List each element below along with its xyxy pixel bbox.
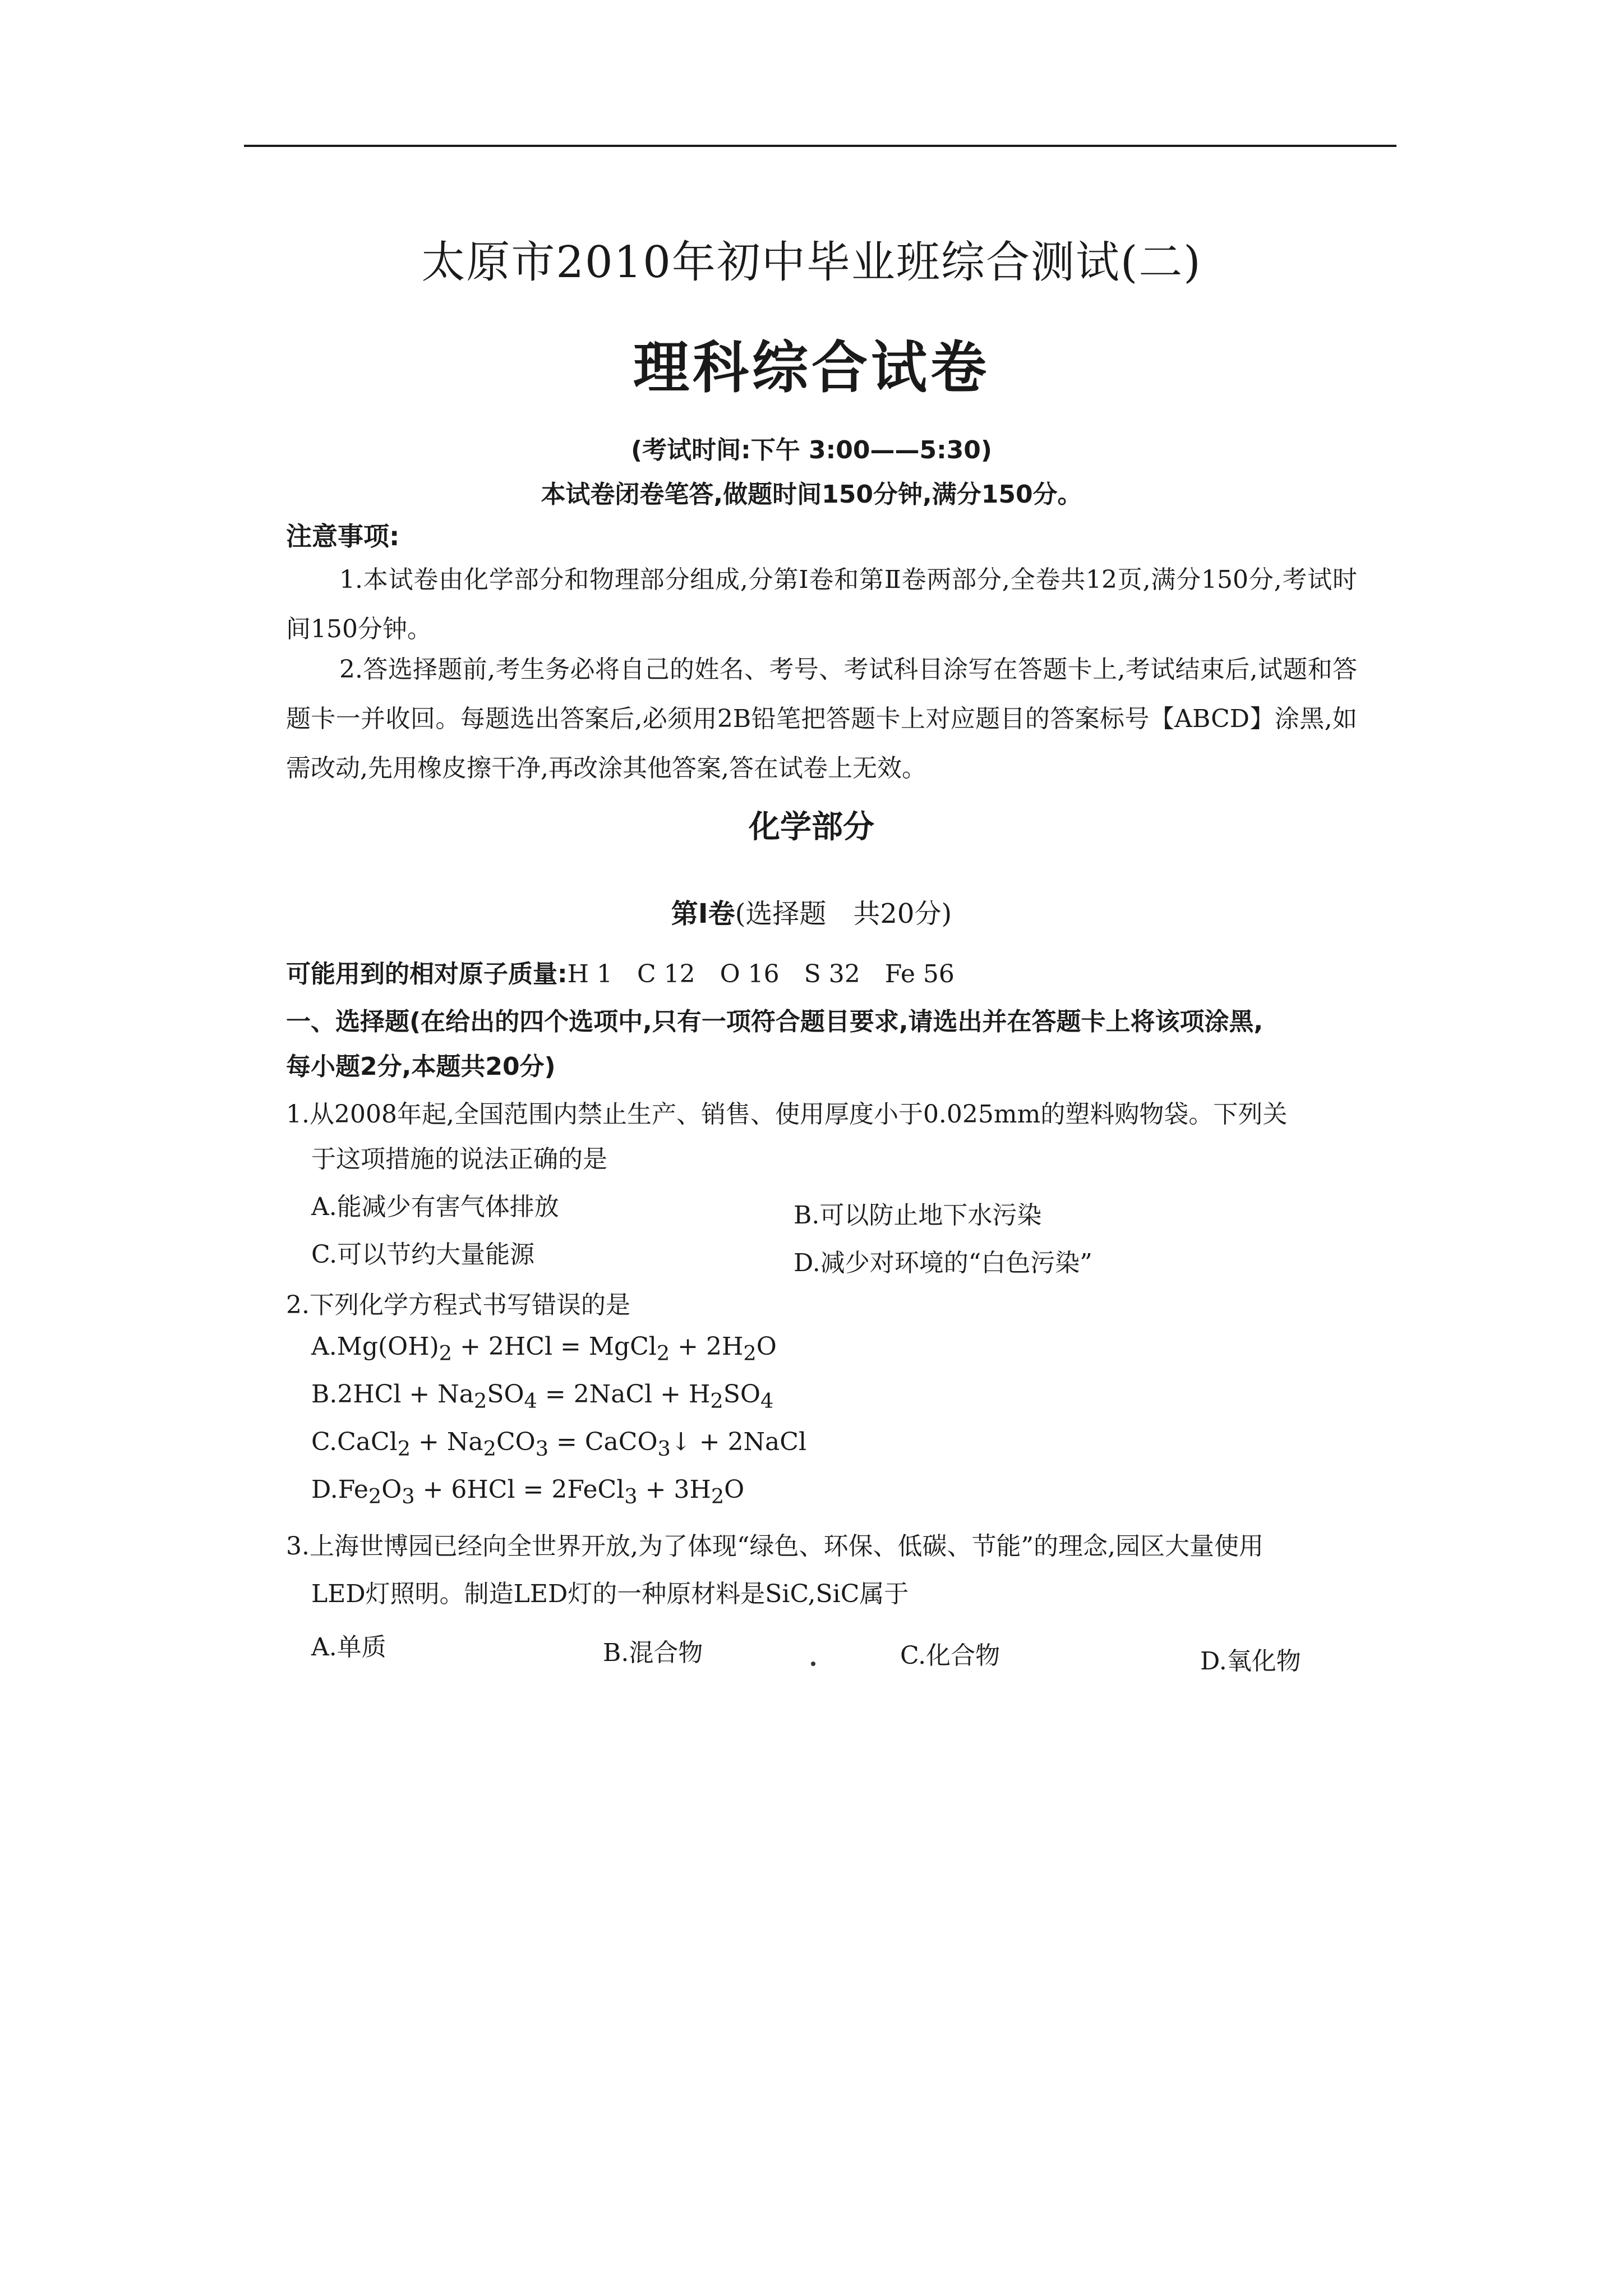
q2-option-c: C.CaCl$_2$ + $Na_2CO_3$ = CaCO$_3$↓ + 2NaCl [311,1428,807,1461]
atomic-mass-values: H 1 C 12 O 16 S 32 Fe 56 [567,960,955,988]
exam-time: (考试时间:下午 3:00——5:30) [630,436,992,464]
volume-title: 第Ⅰ卷 [671,898,735,930]
atomic-mass-label: 可能用到的相对原子质量: [286,960,568,988]
q3-stem-line2: LED灯照明。制造LED灯的一种原材料是SiC,SiC属于 [311,1580,909,1608]
page-title: 太原市2010年初中毕业班综合测试(二) [421,237,1202,288]
q1-stem-line2: 于这项措施的说法正确的是 [311,1145,607,1174]
q2-option-a: $A.Mg(OH)_2 + 2HCl$ = MgCl$_2$ + $2H_2O$ [311,1332,777,1365]
volume-heading [0,892,1623,931]
notice-item-2: 2.答选择题前,考生务必将自己的姓名、考号、考试科目涂写在答题卡上,考试结束后,试题和答题卡一并收回。每题选出答案后,必须用2B铅笔把答题卡上对应题目的答案标号【ABCD】涂黑,如需改动,先用橡皮擦干净,再改涂其他答案,答在试卷上无效。 [286,655,1357,783]
ink-speck [811,1662,815,1666]
q3-option-c: C.化合物 [900,1641,1000,1670]
q3-stem-line1: 3.上海世博园已经向全世界开放,为了体现“绿色、环保、低碳、节能”的理念,园区大量使用 [286,1532,1264,1561]
page-subtitle: 理科综合试卷 [633,335,990,401]
part1-instruction-line2: 每小题2分,本题共20分) [286,1052,556,1081]
volume-note: (选择题 共20分) [735,898,952,930]
section-title-chemistry: 化学部分 [749,809,874,845]
notice-item-1: 1.本试卷由化学部分和物理部分组成,分第Ⅰ卷和第Ⅱ卷两部分,全卷共12页,满分150分,考试时间150分钟。 [286,565,1357,643]
q1-stem-line1: 1.从2008年起,全国范围内禁止生产、销售、使用厚度小于0.025mm的塑料购物袋。下列关 [286,1100,1288,1129]
top-rule [244,145,1396,147]
q3-option-a: A.单质 [311,1633,386,1662]
q3-option-b: B.混合物 [603,1639,703,1667]
q3-option-d: D.氧化物 [1200,1647,1301,1676]
q2-stem: 2.下列化学方程式书写错误的是 [286,1291,630,1319]
q2-option-b: $B.2HCl + Na_2SO_4$ = 2NaCl + $H_2SO_4$ [311,1380,774,1413]
q1-option-b: B.可以防止地下水污染 [794,1201,1042,1230]
part1-instruction-line1: 一、选择题(在给出的四个选项中,只有一项符合题目要求,请选出并在答题卡上将该项涂黑, [286,1007,1264,1036]
q1-option-c: C.可以节约大量能源 [311,1240,535,1269]
q1-option-d: D.减少对环境的“白色污染” [794,1249,1092,1277]
atomic-mass-line [286,954,955,990]
exam-info: 本试卷闭卷笔答,做题时间150分钟,满分150分。 [541,480,1082,509]
notice-heading: 注意事项: [286,521,400,551]
q1-option-a: A.能减少有害气体排放 [311,1193,559,1221]
q2-option-d: $D.Fe_2O_3 + 6HCl$ = 2FeCl$_3$ + $3H_2O$ [311,1475,745,1508]
